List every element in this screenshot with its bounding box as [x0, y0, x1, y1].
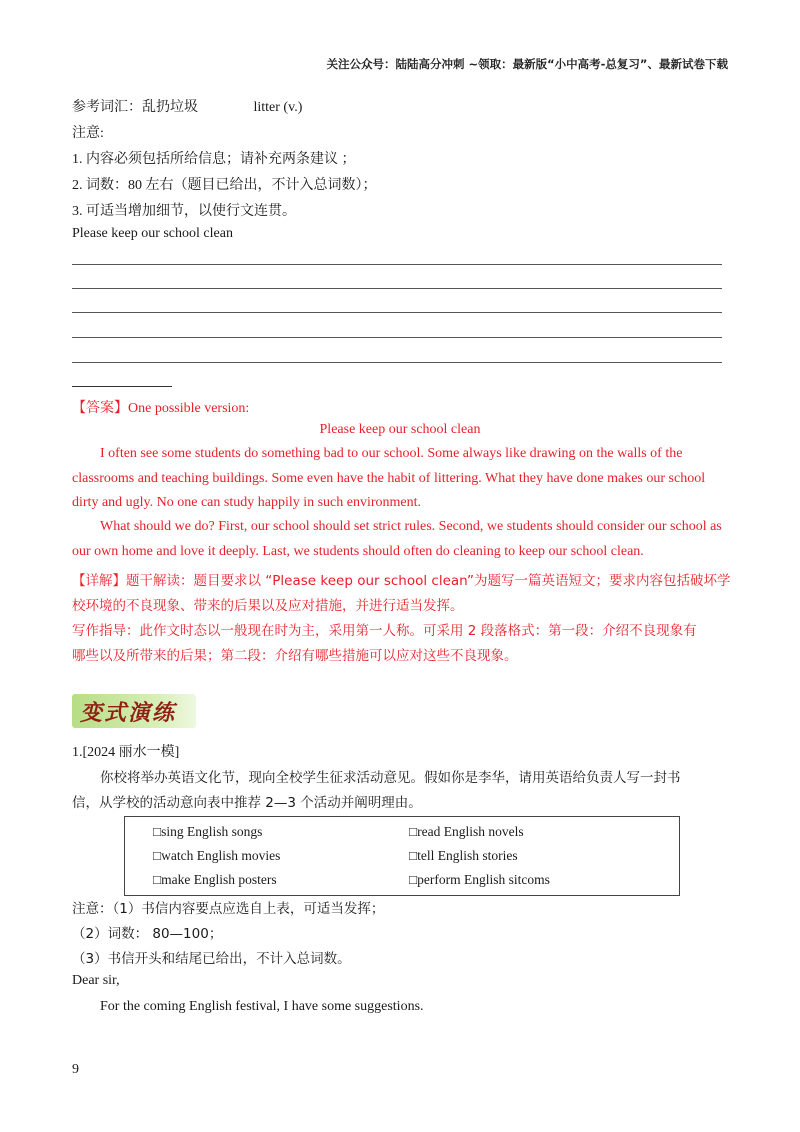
- ref-vocab-label: 参考词汇：乱扔垃圾: [72, 100, 198, 115]
- note-item-1: 1. 内容必须包括所给信息；请补充两条建议 ；: [72, 152, 356, 167]
- writing-line: [72, 288, 722, 289]
- exercise-note-3: （3）书信开头和结尾已给出，不计入总词数。: [72, 951, 351, 967]
- exercise-number: 1.[2024 丽水一模]: [72, 745, 180, 760]
- section-banner-text: 变式演练: [80, 700, 177, 726]
- page-header: 关注公众号：陆陆高分冲刺 ~领取：最新版“小中高考-总复习”、最新试卷下载: [326, 57, 728, 71]
- writing-line: [72, 362, 722, 363]
- analysis-line-3: 写作指导：此作文时态以一般现在时为主，采用第一人称。可采用 2 段落格式：第一段：介绍不良现象有: [72, 623, 697, 639]
- option-checkbox[interactable]: □perform English sitcoms: [409, 872, 550, 887]
- letter-opening: For the coming English festival, I have some suggestions.: [100, 999, 424, 1014]
- note-item-2: 2. 词数：80 左右（题目已给出，不计入总词数）；: [72, 178, 377, 193]
- exercise-note-2: （2）词数： 80—100；: [72, 926, 223, 942]
- answer-label: 【答案】One possible version:: [72, 401, 250, 416]
- prompt-title: Please keep our school clean: [72, 226, 233, 241]
- analysis-line-4: 哪些以及所带来的后果；第二段：介绍有哪些措施可以应对这些不良现象。: [72, 648, 518, 664]
- page-number: 9: [72, 1062, 79, 1077]
- exercise-line-2: 信，从学校的活动意向表中推荐 2—3 个活动并阐明理由。: [72, 795, 422, 811]
- option-checkbox[interactable]: □make English posters: [153, 872, 277, 887]
- answer-paragraph-1: I often see some students do something bad to our school. Some always like drawing on the walls of the classrooms and teaching buildings. Some even have the habit of littering. What they have done makes our school dirty and ugly. No one can study happily in such environment.: [72, 446, 706, 510]
- writing-line-short: [72, 386, 172, 387]
- answer-paragraph-2: What should we do? First, our school should set strict rules. Second, we students should consider our school as our own home and love it deeply. Last, we students should often do cleaning to keep our school clean.: [72, 519, 722, 559]
- reference-vocabulary: [72, 96, 302, 116]
- writing-line: [72, 312, 722, 313]
- option-checkbox[interactable]: □read English novels: [409, 824, 524, 839]
- activity-options-table: [124, 816, 680, 896]
- option-checkbox[interactable]: □tell English stories: [409, 848, 518, 863]
- exercise-note-1: 注意：（1）书信内容要点应选自上表，可适当发挥；: [72, 901, 385, 917]
- exercise-line-1: 你校将举办英语文化节，现向全校学生征求活动意见。假如你是李华，请用英语给负责人写一封书: [100, 770, 681, 786]
- writing-line: [72, 264, 722, 265]
- option-checkbox[interactable]: □sing English songs: [153, 824, 263, 839]
- ref-vocab-word: litter (v.): [253, 100, 303, 115]
- analysis-line-1: 【详解】题干解读：题目要求以 “Please keep our school clean”为题写一篇英语短文；要求内容包括破坏学: [72, 573, 731, 589]
- notes-title: 注意:: [72, 126, 104, 141]
- writing-line: [72, 337, 722, 338]
- option-checkbox[interactable]: □watch English movies: [153, 848, 281, 863]
- note-item-3: 3. 可适当增加细节，以使行文连贯。: [72, 204, 296, 219]
- letter-salutation: Dear sir,: [72, 973, 120, 988]
- section-banner: [72, 694, 196, 728]
- answer-title: Please keep our school clean: [319, 422, 481, 437]
- analysis-line-2: 校环境的不良现象、带来的后果以及应对措施，并进行适当发挥。: [72, 598, 464, 614]
